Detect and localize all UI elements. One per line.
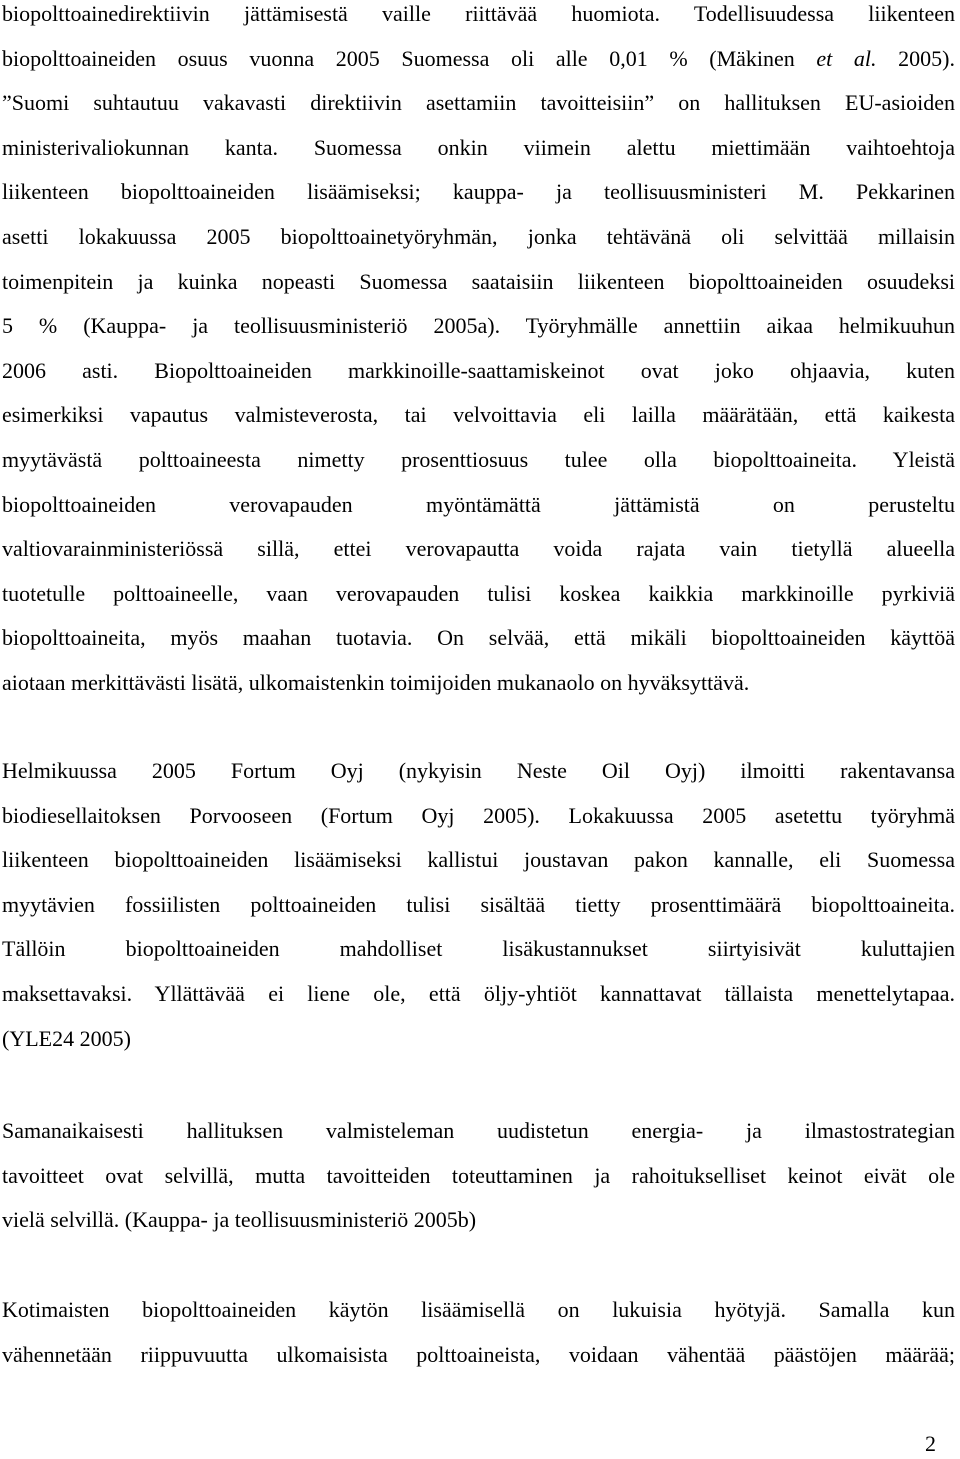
- paragraph-biofuel-directive: [2, 0, 955, 706]
- text-line: ”Suomi suhtautuu vakavasti direktiivin asettamiin tavoitteisiin” on hallituksen EU-asioiden: [2, 90, 955, 116]
- text-line: valtiovarainministeriössä sillä, ettei verovapautta voida rajata vain tietyllä alueella: [2, 536, 955, 562]
- text-line: esimerkiksi vapautus valmisteverosta, tai velvoittavia eli lailla määrätään, että kaikesta: [2, 402, 955, 428]
- text-line: vähennetään riippuvuutta ulkomaisista polttoaineista, voidaan vähentää päästöjen määrää;: [2, 1341, 955, 1367]
- text-line: liikenteen biopolttoaineiden lisäämiseksi; kauppa- ja teollisuusministeri M. Pekkarinen: [2, 179, 955, 205]
- text-line: biopolttoaineiden osuus vuonna 2005 Suomessa oli alle 0,01 % (Mäkinen et al. 2005).: [2, 45, 955, 71]
- text-line: myytävästä polttoaineesta nimetty prosenttiosuus tulee olla biopolttoaineita. Yleistä: [2, 446, 955, 472]
- text-line: vielä selvillä. (Kauppa- ja teollisuusministeriö 2005b): [2, 1207, 477, 1233]
- text-line: Tällöin biopolttoaineiden mahdolliset lisäkustannukset siirtyisivät kuluttajien: [2, 936, 955, 962]
- text-line: biopolttoainedirektiivin jättämisestä vaille riittävää huomiota. Todellisuudessa liikenteen: [2, 1, 955, 26]
- text-line: myytävien fossiilisten polttoaineiden tulisi sisältää tietty prosenttimäärä biopolttoaineita.: [2, 891, 955, 917]
- paragraph-energy-strategy: [2, 1109, 955, 1243]
- paragraph-domestic-benefits: [2, 1288, 955, 1377]
- text-line: Helmikuussa 2005 Fortum Oyj (nykyisin Neste Oil Oyj) ilmoitti rakentavansa: [2, 758, 955, 783]
- text-line: Kotimaisten biopolttoaineiden käytön lisäämisellä on lukuisia hyötyjä. Samalla kun: [2, 1297, 955, 1322]
- text-line: biopolttoaineiden verovapauden myöntämättä jättämistä on perusteltu: [2, 491, 955, 517]
- text-line: Samanaikaisesti hallituksen valmisteleman uudistetun energia- ja ilmastostrategian: [2, 1118, 955, 1143]
- text-line: 5 % (Kauppa- ja teollisuusministeriö 2005a). Työryhmälle annettiin aikaa helmikuuhun: [2, 313, 955, 339]
- text-line: (YLE24 2005): [2, 1025, 131, 1051]
- paragraph-fortum-biodiesel: [2, 749, 955, 1061]
- text-line: biodiesellaitoksen Porvooseen (Fortum Oyj 2005). Lokakuussa 2005 asetettu työryhmä: [2, 802, 955, 828]
- text-line: ministerivaliokunnan kanta. Suomessa onkin viimein alettu miettimään vaihtoehtoja: [2, 134, 955, 160]
- text-line: toimenpitein ja kuinka nopeasti Suomessa saataisiin liikenteen biopolttoaineiden osuudeksi: [2, 268, 955, 294]
- text-line: tavoitteet ovat selvillä, mutta tavoitteiden toteuttaminen ja rahoitukselliset keinot eivät ole: [2, 1162, 955, 1188]
- page-number: 2: [925, 1431, 936, 1456]
- text-line: tuotetulle polttoaineelle, vaan verovapauden tulisi koskea kaikkia markkinoille pyrkiviä: [2, 580, 955, 606]
- text-line: aiotaan merkittävästi lisätä, ulkomaistenkin toimijoiden mukanaolo on hyväksyttävä.: [2, 669, 750, 695]
- text-line: maksettavaksi. Yllättävää ei liene ole, että öljy-yhtiöt kannattavat tällaista menettelytapaa.: [2, 980, 955, 1006]
- text-line: asetti lokakuussa 2005 biopolttoainetyöryhmän, jonka tehtävänä oli selvittää millaisin: [2, 223, 955, 249]
- text-line: liikenteen biopolttoaineiden lisäämiseksi kallistui joustavan pakon kannalle, eli Suomessa: [2, 847, 955, 873]
- text-line: 2006 asti. Biopolttoaineiden markkinoille-saattamiskeinot ovat joko ohjaavia, kuten: [2, 357, 955, 383]
- text-line: biopolttoaineita, myös maahan tuotavia. On selvää, että mikäli biopolttoaineiden käyttöä: [2, 625, 955, 651]
- italic-et-al: et al.: [816, 45, 877, 71]
